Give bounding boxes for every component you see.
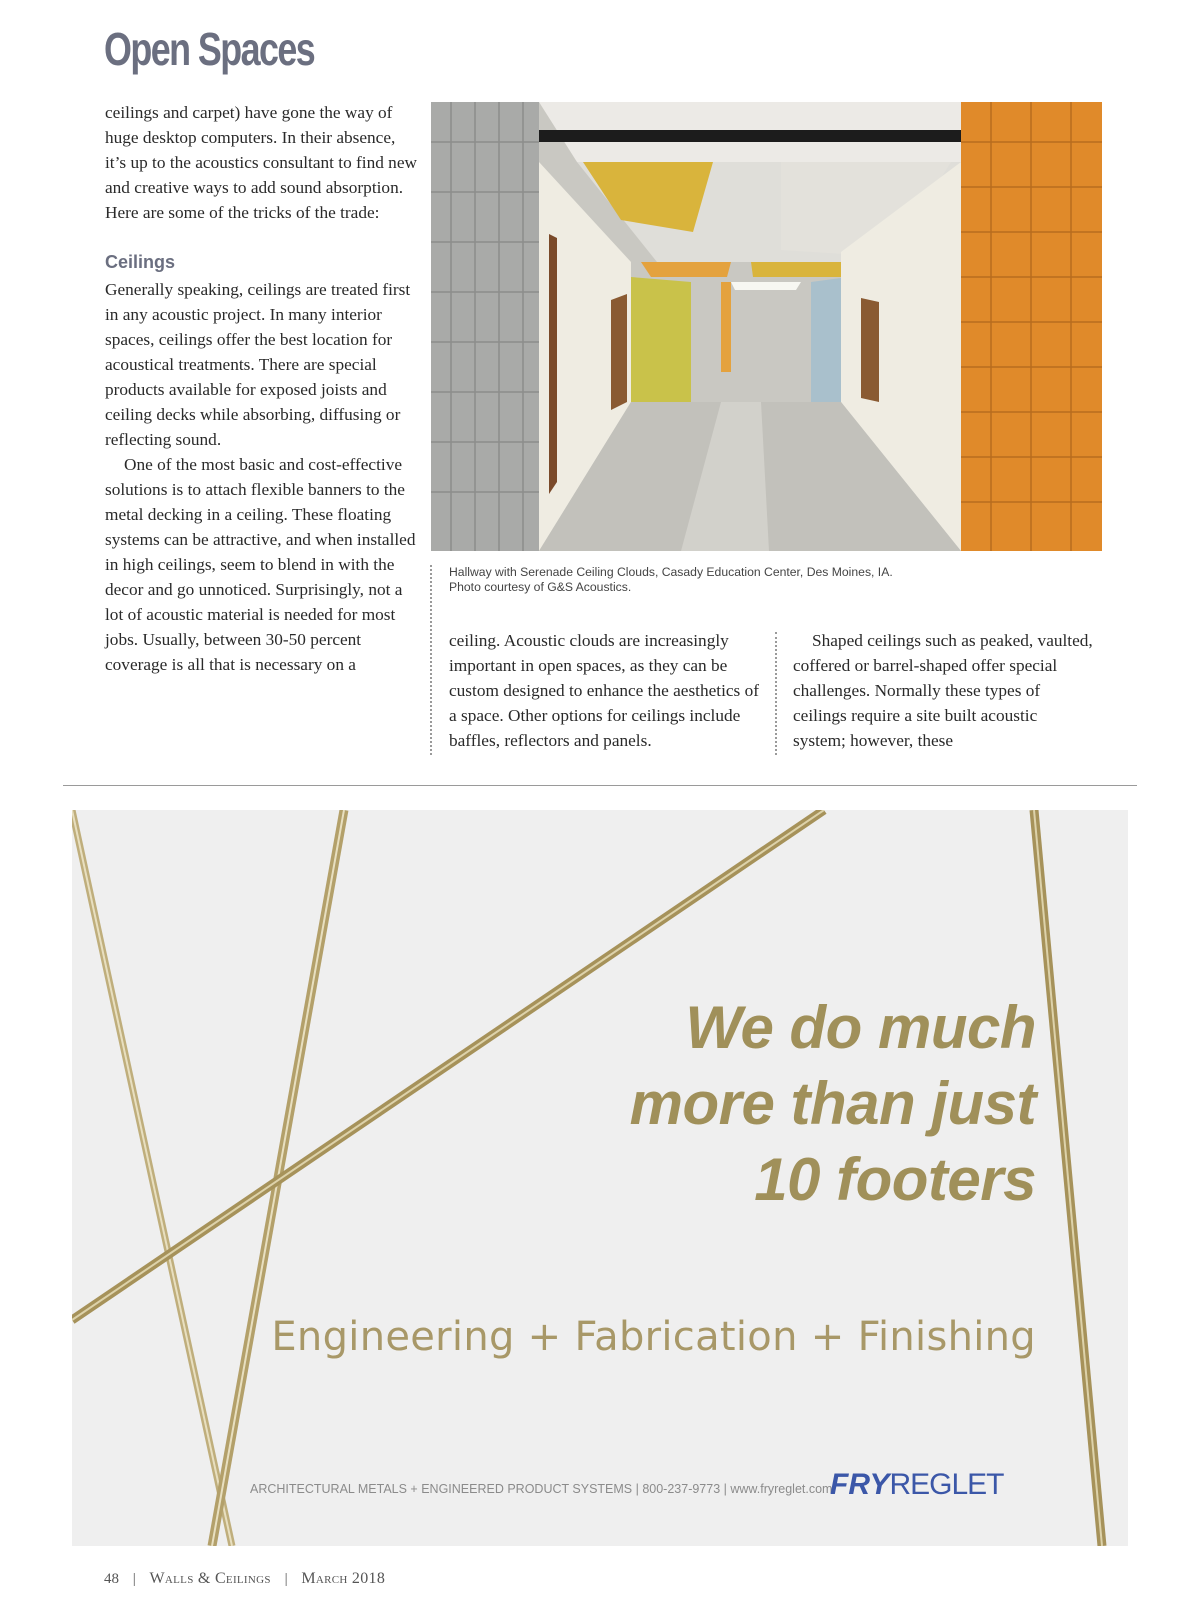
logo-bold-text: FRY	[830, 1468, 890, 1501]
paragraph: Generally speaking, ceilings are treated first in any acoustic project. In many interior spaces, ceilings offer the best location for acoustical treatments. There are special products available for exposed joists and ceiling decks while absorbing, diffusing or reflecting sound.	[105, 280, 411, 449]
ad-contact-info: ARCHITECTURAL METALS + ENGINEERED PRODUCT SYSTEMS | 800-237-9773 | www.fryreglet.com	[250, 1482, 833, 1496]
caption-line: Photo courtesy of G&S Acoustics.	[449, 580, 632, 594]
publication-name: Walls & Ceilings	[149, 1570, 271, 1587]
paragraph: One of the most basic and cost-effective solutions is to attach flexible banners to the metal decking in a ceiling. These floating systems can be attractive, and when installed in high ceilings, seem to blend in with the decor and go unnoticed. Surprisingly, not a lot of acoustic material is needed for most jobs. Usually, between 30-50 percent coverage is all that is necessary on a	[105, 455, 416, 674]
ad-tagline: Engineering + Fabrication + Finishing	[271, 1314, 1036, 1360]
paragraph: Shaped ceilings such as peaked, vaulted, coffered or barrel-shaped offer special challenges. Normally these types of ceilings require a site built acoustic system; however, these	[793, 631, 1093, 750]
logo-regular-text: REGLET	[889, 1468, 1004, 1501]
issue-date: March 2018	[301, 1570, 386, 1587]
headline-line: We do much	[685, 994, 1036, 1061]
article-column-3	[793, 628, 1093, 753]
headline-line: 10 footers	[754, 1146, 1036, 1213]
headline-line: more than just	[629, 1070, 1036, 1137]
article-column-1	[105, 100, 417, 677]
section-title: Open Spaces	[104, 23, 315, 75]
ad-headline	[630, 990, 1036, 1218]
fry-reglet-logo	[830, 1468, 1004, 1502]
caption-line: Hallway with Serenade Ceiling Clouds, Casady Education Center, Des Moines, IA.	[449, 565, 893, 579]
paragraph: ceiling. Acoustic clouds are increasingly important in open spaces, as they can be custom designed to enhance the aesthetics of a space. Other options for ceilings include baffles, reflectors and panels.	[449, 631, 759, 750]
column-divider	[430, 565, 432, 755]
page-footer	[104, 1570, 385, 1588]
footer-separator: |	[132, 1571, 136, 1587]
horizontal-rule	[63, 785, 1137, 786]
column-divider	[775, 632, 777, 755]
footer-separator: |	[284, 1571, 288, 1587]
paragraph: ceilings and carpet) have gone the way of huge desktop computers. In their absence, it’s up to the acoustics consultant to find new and creative ways to add sound absorption. Here are some of the tricks of the trade:	[105, 103, 417, 222]
hallway-photo	[431, 102, 1102, 551]
article-column-2	[449, 628, 762, 753]
photo-caption	[449, 565, 1089, 595]
advertisement	[72, 810, 1128, 1546]
page-number: 48	[104, 1571, 119, 1587]
subheading: Ceilings	[105, 252, 176, 272]
